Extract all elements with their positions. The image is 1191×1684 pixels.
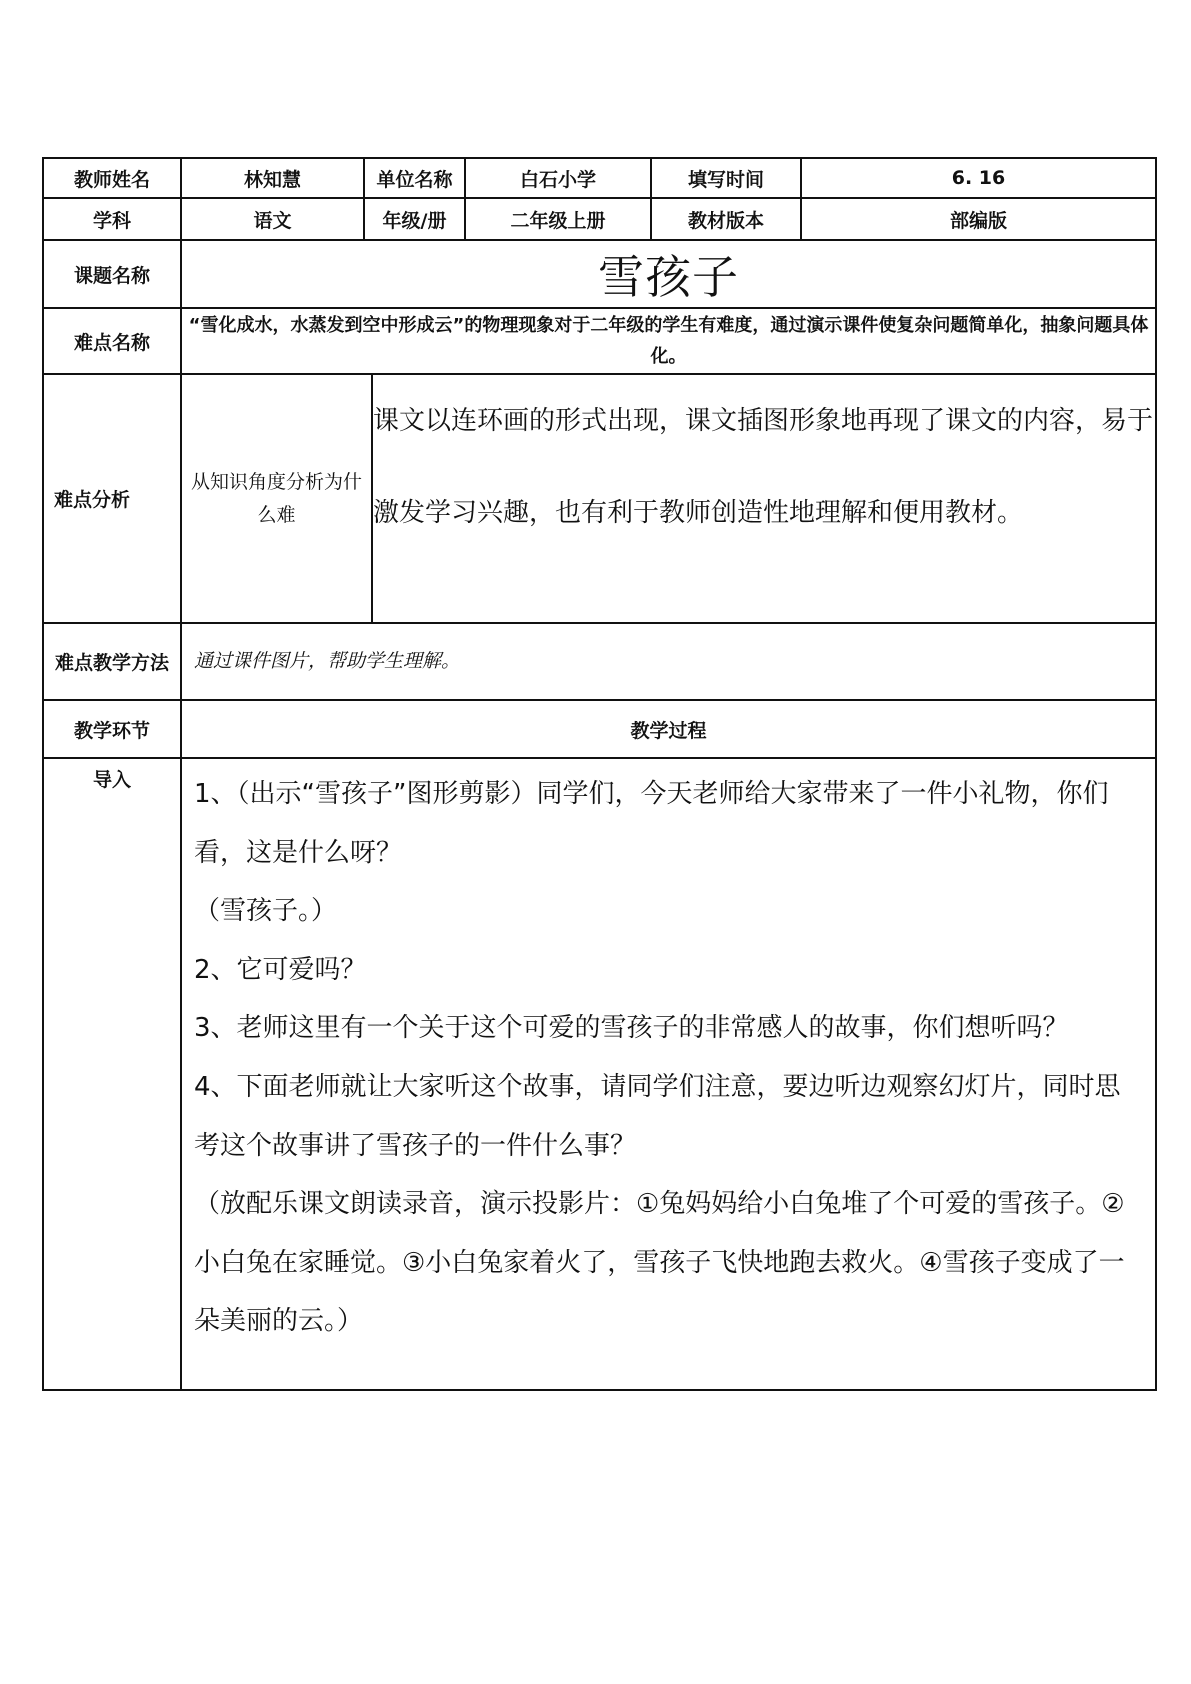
analysis-label: 难点分析	[43, 374, 181, 623]
process-header-row	[43, 700, 1156, 758]
topic-label: 课题名称	[43, 240, 181, 308]
process-paragraph-1: 1、（出示“雪孩子”图形剪影）同学们，今天老师给大家带来了一件小礼物，你们看，这是什么呀？	[194, 779, 1109, 868]
process-header: 教学过程	[181, 700, 1156, 758]
difficulty-row	[43, 308, 1156, 374]
teacher-name-label: 教师姓名	[43, 158, 181, 198]
difficulty-label: 难点名称	[43, 308, 181, 374]
analysis-sublabel: 从知识角度分析为什么难	[182, 375, 372, 622]
stage-intro-label: 导入	[43, 758, 181, 1390]
process-body-row	[43, 758, 1156, 1390]
teacher-name-value: 林知慧	[181, 158, 364, 198]
analysis-cell	[181, 374, 1156, 623]
process-paragraph-4: 3、老师这里有一个关于这个可爱的雪孩子的非常感人的故事，你们想听吗？	[194, 1013, 1069, 1044]
topic-row	[43, 240, 1156, 308]
topic-title: 雪孩子	[181, 240, 1156, 308]
analysis-inner-table	[182, 375, 1155, 622]
fill-date-value: 6. 16	[801, 158, 1156, 198]
lesson-plan-form	[42, 157, 1155, 1477]
process-paragraph-6: （放配乐课文朗读录音，演示投影片：①兔妈妈给小白兔堆了个可爱的雪孩子。②小白兔在家睡觉。③小白兔家着火了，雪孩子飞快地跑去救火。④雪孩子变成了一朵美丽的云。）	[194, 1189, 1125, 1337]
method-text: 通过课件图片，帮助学生理解。	[181, 623, 1156, 700]
edition-value: 部编版	[801, 198, 1156, 240]
fill-date-label: 填写时间	[651, 158, 801, 198]
grade-label: 年级/册	[364, 198, 465, 240]
analysis-row	[43, 374, 1156, 623]
lesson-plan-table	[42, 157, 1157, 1391]
grade-value: 二年级上册	[465, 198, 651, 240]
unit-name-value: 白石小学	[465, 158, 651, 198]
analysis-content: 课文以连环画的形式出现，课文插图形象地再现了课文的内容，易于激发学习兴趣，也有利于教师创造性地理解和便用教材。	[373, 406, 1154, 528]
subject-value: 语文	[181, 198, 364, 240]
method-label: 难点教学方法	[43, 623, 181, 700]
process-paragraph-3: 2、它可爱吗？	[194, 954, 367, 985]
method-row	[43, 623, 1156, 700]
process-content	[181, 758, 1156, 1390]
unit-name-label: 单位名称	[364, 158, 465, 198]
edition-label: 教材版本	[651, 198, 801, 240]
header-row-2	[43, 198, 1156, 240]
process-paragraph-2: （雪孩子。）	[194, 896, 338, 927]
subject-label: 学科	[43, 198, 181, 240]
stage-header: 教学环节	[43, 700, 181, 758]
difficulty-text: “雪化成水，水蒸发到空中形成云”的物理现象对于二年级的学生有难度，通过演示课件使复杂问题简单化，抽象问题具体化。	[181, 308, 1156, 374]
header-row-1	[43, 158, 1156, 198]
process-paragraph-5: 4、下面老师就让大家听这个故事，请同学们注意，要边听边观察幻灯片，同时思考这个故事讲了雪孩子的一件什么事？	[194, 1071, 1121, 1161]
